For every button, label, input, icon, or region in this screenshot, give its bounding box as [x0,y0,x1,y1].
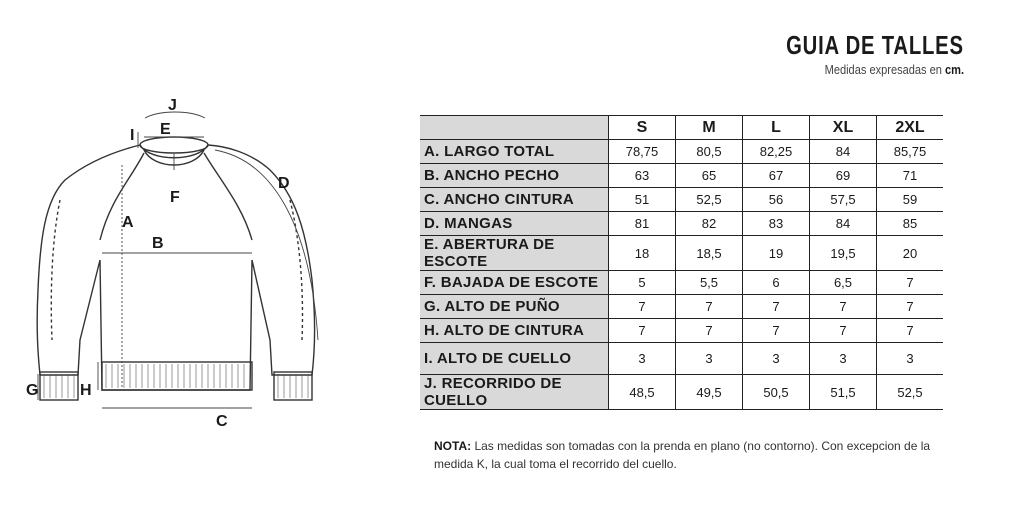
size-header: 2XL [877,116,944,140]
table-cell: 82,25 [743,140,810,164]
table-cell: 7 [743,295,810,319]
table-cell: 3 [810,343,877,375]
table-cell: 84 [810,140,877,164]
table-cell: 84 [810,212,877,236]
table-cell: 7 [810,295,877,319]
label-j: J [168,97,177,114]
table-row [420,271,943,295]
table-row [420,295,943,319]
table-cell: 51 [609,188,676,212]
table-cell: 5,5 [676,271,743,295]
table-cell: 57,5 [810,188,877,212]
row-label: G. ALTO DE PUÑO [420,295,609,319]
label-i: I [130,127,135,144]
row-label: C. ANCHO CINTURA [420,188,609,212]
table-cell: 7 [609,295,676,319]
size-header: S [609,116,676,140]
table-cell: 49,5 [676,375,743,410]
table-cell: 52,5 [676,188,743,212]
table-cell: 5 [609,271,676,295]
table-cell: 7 [676,319,743,343]
label-g: G [26,382,39,399]
table-cell: 6 [743,271,810,295]
table-cell: 7 [877,295,944,319]
table-cell: 51,5 [810,375,877,410]
table-cell: 83 [743,212,810,236]
size-header: XL [810,116,877,140]
size-table [420,115,943,410]
page-title: GUIA DE TALLES [786,30,964,60]
header-blank-cell [420,116,609,140]
table-cell: 67 [743,164,810,188]
table-cell: 6,5 [810,271,877,295]
table-cell: 18,5 [676,236,743,271]
table-cell: 3 [676,343,743,375]
row-label: B. ANCHO PECHO [420,164,609,188]
size-header: M [676,116,743,140]
label-c: C [216,413,228,430]
table-cell: 59 [877,188,944,212]
table-cell: 56 [743,188,810,212]
table-row [420,319,943,343]
table-header-row [420,116,943,140]
table-cell: 20 [877,236,944,271]
sweater-diagram [20,90,320,435]
label-b: B [152,235,164,252]
note-text: Las medidas son tomadas con la prenda en plano (no contorno). Con excepcion de la medida K, la cual toma el recorrido del cuello. [434,439,931,471]
row-label: I. ALTO DE CUELLO [420,343,609,375]
table-cell: 7 [743,319,810,343]
table-cell: 81 [609,212,676,236]
row-label: H. ALTO DE CINTURA [420,319,609,343]
row-label: A. LARGO TOTAL [420,140,609,164]
row-label: F. BAJADA DE ESCOTE [420,271,609,295]
label-f: F [170,189,180,206]
note-prefix: NOTA: [434,439,472,453]
table-row [420,375,943,410]
size-header: L [743,116,810,140]
note [434,437,954,473]
table-cell: 85,75 [877,140,944,164]
table-cell: 3 [877,343,944,375]
row-label: D. MANGAS [420,212,609,236]
table-cell: 19 [743,236,810,271]
table-row [420,140,943,164]
subtitle-text: Medidas expresadas en [824,62,942,77]
label-e: E [160,121,171,138]
table-cell: 63 [609,164,676,188]
table-cell: 48,5 [609,375,676,410]
row-label: J. RECORRIDO DE CUELLO [420,375,609,410]
sweater-body-outline [37,145,314,390]
table-cell: 7 [609,319,676,343]
table-row [420,212,943,236]
table-cell: 7 [810,319,877,343]
table-row [420,343,943,375]
table-cell: 3 [609,343,676,375]
measure-d-line [215,150,318,340]
table-cell: 82 [676,212,743,236]
label-d: D [278,175,290,192]
row-label: E. ABERTURA DE ESCOTE [420,236,609,271]
table-row [420,188,943,212]
page-subtitle [825,62,964,77]
table-cell: 78,75 [609,140,676,164]
table-cell: 85 [877,212,944,236]
table-cell: 3 [743,343,810,375]
table-cell: 80,5 [676,140,743,164]
table-row [420,236,943,271]
label-h: H [80,382,92,399]
table-cell: 65 [676,164,743,188]
table-cell: 18 [609,236,676,271]
table-row [420,164,943,188]
table-cell: 7 [877,319,944,343]
table-cell: 7 [676,295,743,319]
table-cell: 19,5 [810,236,877,271]
table-cell: 69 [810,164,877,188]
table-cell: 7 [877,271,944,295]
subtitle-unit: cm. [944,62,964,77]
table-cell: 50,5 [743,375,810,410]
label-a: A [122,214,134,231]
table-cell: 71 [877,164,944,188]
table-cell: 52,5 [877,375,944,410]
